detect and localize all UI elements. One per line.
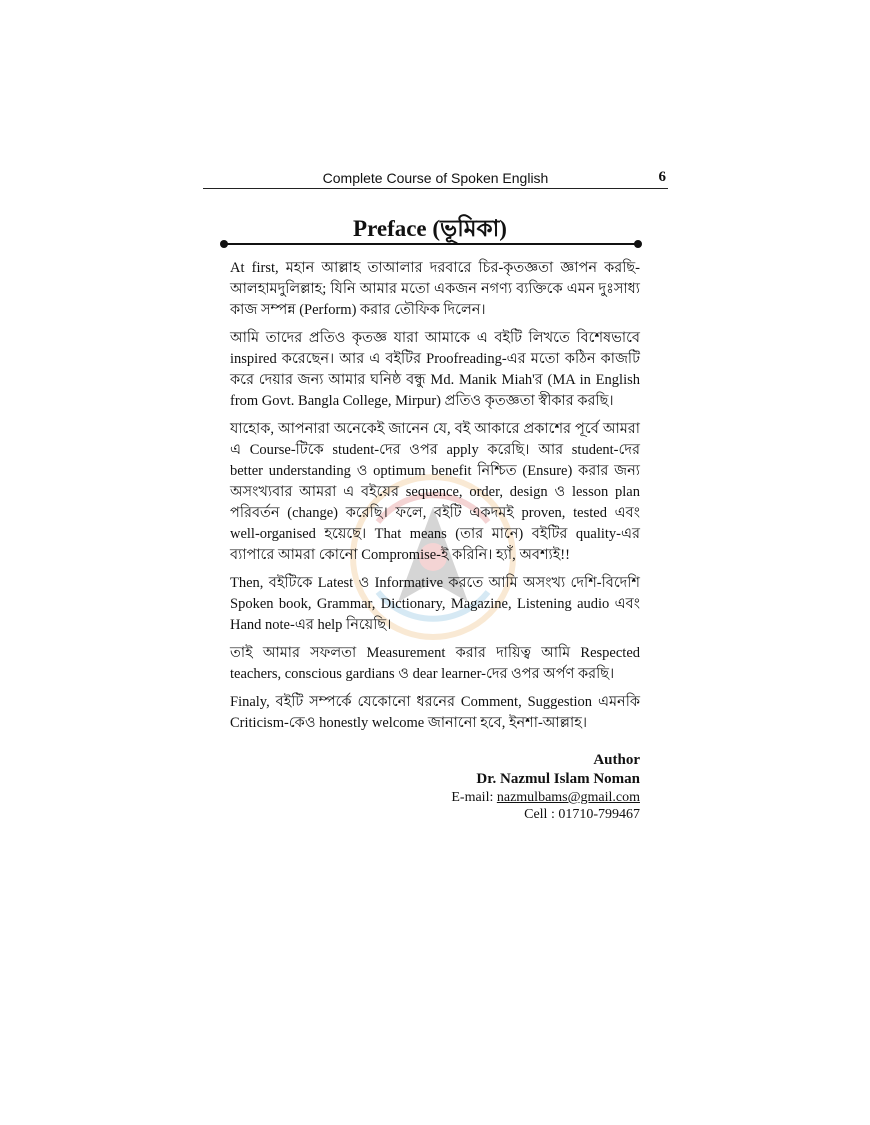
author-label: Author xyxy=(593,752,640,768)
paragraph-2: আমি তাদের প্রতিও কৃতজ্ঞ যারা আমাকে এ বইটি লিখতে বিশেষভাবে inspired করেছেন। আর এ বইটির Proofreading-এর মতো কঠিন কাজটি করে দেয়ার জন্য আমার ঘনিষ্ঠ বন্ধু Md. Manik Miah'র (MA in English from Govt. Bangla College, Mirpur) প্রতিও কৃতজ্ঞতা স্বীকার করছি। xyxy=(230,330,640,409)
running-title: Complete Course of Spoken English xyxy=(322,170,549,186)
divider-dot-left xyxy=(220,240,228,248)
paragraph-1: At first, মহান আল্লাহ তাআলার দরবারে চির-কৃতজ্ঞতা জ্ঞাপন করছি- আলহামদুলিল্লাহ; যিনি আমার মতো একজন নগণ্য ব্যক্তিকে এমন দুঃসাধ্য কাজ সম্পন্ন (Perform) করার তৌফিক দিলেন। xyxy=(230,260,640,318)
paragraph-5: তাই আমার সফলতা Measurement করার দায়িত্ব আমি Respected teachers, conscious gardians ও dear learner-দের ওপর অর্পণ করছি। xyxy=(230,645,640,682)
paragraph-4: Then, বইটিকে Latest ও Informative করতে আমি অসংখ্য দেশি-বিদেশি Spoken book, Grammar, Dictionary, Magazine, Listening audio এবং Hand note-এর help নিয়েছি। xyxy=(230,575,640,633)
author-signature xyxy=(380,751,640,823)
author-cell: Cell : 01710-799467 xyxy=(524,807,640,822)
author-name: Dr. Nazmul Islam Noman xyxy=(476,771,640,787)
divider-dot-right xyxy=(634,240,642,248)
paragraph-3: যাহোক, আপনারা অনেকেই জানেন যে, বই আকারে প্রকাশের পূর্বে আমরা এ Course-টিকে student-দের ওপর apply করেছি। আর student-দের better understanding ও optimum benefit নিশ্চিত (Ensure) করার জন্য অসংখ্যবার আমরা এ বইয়ের sequence, order, design ও lesson plan পরিবর্তন (change) করেছি। ফলে, বইটি একদমই proven, tested এবং well-organised হয়েছে। That means (তার মানে) বইটির quality-এর ব্যাপারে আমরা কোনো Compromise-ই করিনি। হ্যাঁ, অবশ্যই!! xyxy=(230,421,640,563)
email-link[interactable]: nazmulbams@gmail.com xyxy=(496,790,640,805)
email-label: E-mail: xyxy=(451,790,497,805)
page-header xyxy=(203,170,668,189)
author-email-line xyxy=(380,789,640,806)
page-number: 6 xyxy=(658,169,666,185)
title-divider xyxy=(224,243,638,245)
page-title: Preface (ভূমিকা) xyxy=(353,216,507,241)
preface-body xyxy=(230,258,640,741)
paragraph-6: Finaly, বইটি সম্পর্কে যেকোনো ধরনের Comment, Suggestion এমনকি Criticism-কেও honestly welcome জানানো হবে, ইনশা-আল্লাহ। xyxy=(230,694,640,731)
